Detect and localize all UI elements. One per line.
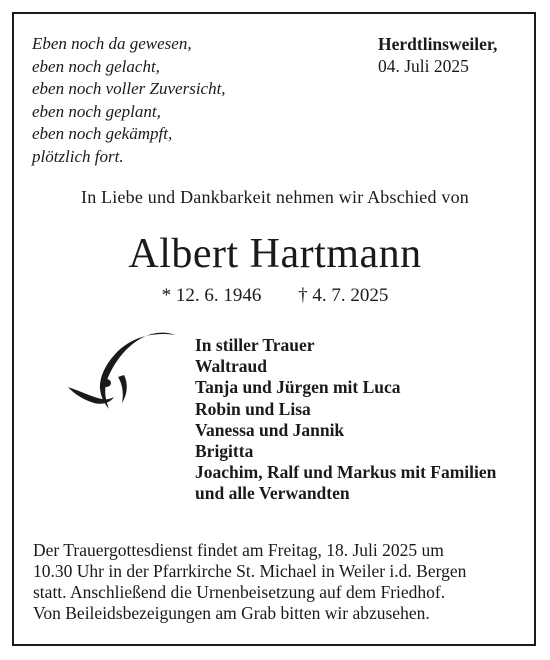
intro-text: In Liebe und Dankbarkeit nehmen wir Abschied von	[81, 187, 469, 207]
birth-date: * 12. 6. 1946	[161, 285, 262, 306]
poem-line: eben noch gekämpft,	[32, 124, 173, 143]
mourner-name: Robin und Lisa	[195, 398, 311, 419]
mourner-name: und alle Verwandten	[195, 483, 350, 504]
flying-bird-icon	[66, 327, 178, 411]
mourner-name: Tanja und Jürgen mit Luca	[195, 377, 401, 398]
death-date: † 4. 7. 2025	[298, 285, 389, 306]
place-date	[378, 33, 497, 77]
poem-line: eben noch voller Zuversicht,	[32, 79, 226, 98]
place: Herdtlinsweiler,	[378, 34, 498, 54]
service-line: Von Beileidsbezeigungen am Grab bitten wir abzusehen.	[33, 603, 430, 623]
mourner-name: Waltraud	[195, 356, 267, 377]
mourners	[195, 335, 496, 505]
mourner-name: Brigitta	[195, 441, 254, 462]
mourner-name: Vanessa und Jannik	[195, 419, 345, 440]
poem-line: plötzlich fort.	[32, 146, 124, 166]
mourners-heading: In stiller Trauer	[195, 335, 315, 355]
service-line: statt. Anschließend die Urnenbeisetzung auf dem Friedhof.	[33, 582, 446, 602]
poem-line: eben noch gelacht,	[32, 56, 160, 76]
mourner-name: Joachim, Ralf und Markus mit Familien	[195, 462, 497, 483]
life-dates	[0, 285, 550, 307]
service-line: 10.30 Uhr in der Pfarrkirche St. Michael in Weiler i.d. Bergen	[33, 561, 467, 581]
deceased-name: Albert Hartmann	[128, 231, 422, 277]
poem	[32, 33, 226, 168]
service-info	[33, 540, 466, 624]
poem-line: Eben noch da gewesen,	[32, 34, 192, 53]
date: 04. Juli 2025	[378, 56, 469, 76]
service-line: Der Trauergottesdienst findet am Freitag, 18. Juli 2025 um	[33, 540, 444, 560]
poem-line: eben noch geplant,	[32, 101, 161, 121]
